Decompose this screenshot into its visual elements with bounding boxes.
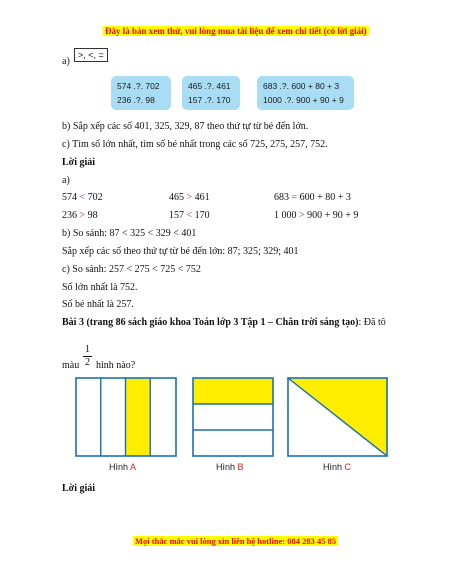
left-operand: 574 <box>62 192 77 203</box>
hotline-footer: Mọi thắc mắc vui lòng xin liên hệ hotline: 084 283 45 85 <box>135 536 337 546</box>
exercise-card-1 <box>111 76 171 110</box>
figure-a-label <box>109 462 136 472</box>
right-operand: 461 <box>194 192 210 203</box>
preview-banner: Đây là bản xem thử, vui lòng mua tài liệu để xem chi tiết (có lời giải) <box>105 26 367 36</box>
solution-comparison <box>274 192 351 203</box>
solution-title: Lời giải <box>62 157 96 168</box>
figure-c <box>287 377 388 457</box>
solution-a-label: a) <box>62 175 70 186</box>
solution-b-compare: b) So sánh: 87 < 325 < 329 < 401 <box>62 228 197 239</box>
left-operand: 236 <box>62 210 77 221</box>
figure-a-shaded-strip <box>126 378 151 456</box>
part-a-label: a) <box>62 56 70 67</box>
comparison-sign: > <box>79 210 86 221</box>
figure-b <box>192 377 274 457</box>
left-operand: 465 <box>169 192 184 203</box>
comparison-sign: > <box>186 192 193 203</box>
card-row: 574 .?. 702 <box>117 81 160 91</box>
figure-b-shaded-strip <box>193 378 273 404</box>
exercise-card-3 <box>257 76 354 110</box>
solution-c-compare: c) So sánh: 257 < 275 < 725 < 752 <box>62 264 201 275</box>
card-row: 157 .?. 170 <box>188 95 231 105</box>
left-operand: 683 <box>274 192 289 203</box>
figure-a <box>75 377 177 457</box>
left-operand: 1 000 <box>274 210 297 221</box>
right-operand: 170 <box>194 210 210 221</box>
left-operand: 157 <box>169 210 184 221</box>
exercise-3-heading: Bài 3 (trang 86 sách giáo khoa Toán lớp 3 Tập 1 – Chân trời sáng tạo) <box>62 317 359 328</box>
card-row: 1000 .?. 900 + 90 + 9 <box>263 95 344 105</box>
comparison-sign: < <box>79 192 86 203</box>
part-c-question: c) Tìm số lớn nhất, tìm số bé nhất trong các số 725, 275, 257, 752. <box>62 139 328 150</box>
solution-2-title: Lời giải <box>62 483 96 494</box>
right-operand: 702 <box>87 192 103 203</box>
question-post: hình nào? <box>96 360 136 371</box>
card-row: 465 .?. 461 <box>188 81 231 91</box>
solution-comparison <box>62 210 98 221</box>
comparison-sign: < <box>186 210 193 221</box>
fraction-denominator: 2 <box>85 357 90 368</box>
right-operand: 900 + 90 + 9 <box>307 210 359 221</box>
comparison-symbols-box: >, <, = <box>74 48 108 62</box>
exercise-card-2 <box>182 76 240 110</box>
figure-label-letter: A <box>130 462 137 472</box>
solution-comparison <box>169 192 210 203</box>
part-b-question: b) Sắp xếp các số 401, 325, 329, 87 theo thứ tự từ bé đến lớn. <box>62 121 309 132</box>
fraction-numerator: 1 <box>85 344 90 355</box>
solution-comparison <box>274 210 358 221</box>
question-pre: màu <box>62 360 80 371</box>
figure-b-label <box>216 462 244 472</box>
figure-label-letter: C <box>344 462 352 472</box>
right-operand: 98 <box>87 210 98 221</box>
figure-c-label <box>323 462 351 472</box>
comparison-sign: > <box>299 210 305 221</box>
figure-label-word: Hình <box>109 462 129 472</box>
solution-comparison <box>169 210 210 221</box>
solution-b-order: Sắp xếp các số theo thứ tự từ bé đến lớn: 87; 325; 329; 401 <box>62 246 299 257</box>
comparison-sign: = <box>291 192 298 203</box>
figure-label-word: Hình <box>323 462 343 472</box>
card-row: 236 .?. 98 <box>117 95 155 105</box>
exercise-3-title <box>62 317 386 328</box>
figure-label-word: Hình <box>216 462 236 472</box>
solution-largest: Số lớn nhất là 752. <box>62 282 138 293</box>
solution-smallest: Số bé nhất là 257. <box>62 299 134 310</box>
right-operand: 600 + 80 + 3 <box>299 192 351 203</box>
solution-comparison <box>62 192 103 203</box>
exercise-3-title-tail: : Đã tô <box>358 317 386 328</box>
figure-label-letter: B <box>237 462 244 472</box>
card-row: 683 .?. 600 + 80 + 3 <box>263 81 340 91</box>
